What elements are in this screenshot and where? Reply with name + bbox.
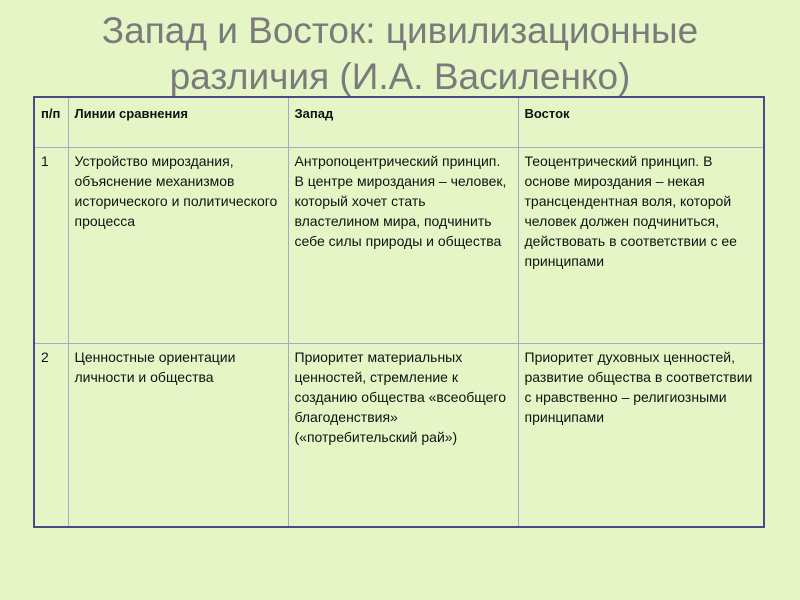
cell-west: Приоритет материальных ценностей, стремление к созданию общества «всеобщего благоденствия» («потребительский рай») (288, 343, 518, 527)
header-criteria: Линии сравнения (68, 97, 288, 147)
slide-title (0, 8, 800, 100)
header-num: п/п (34, 97, 68, 147)
table-row (34, 147, 764, 343)
cell-num: 2 (34, 343, 68, 527)
table-row (34, 343, 764, 527)
title-line-2: различия (И.А. Василенко) (169, 56, 631, 97)
header-west: Запад (288, 97, 518, 147)
comparison-table (33, 96, 765, 528)
title-line-1: Запад и Восток: цивилизационные (101, 10, 699, 51)
cell-east: Приоритет духовных ценностей, развитие общества в соответствии с нравственно – религиозными принципами (518, 343, 764, 527)
cell-west: Антропоцентрический принцип. В центре мироздания – человек, который хочет стать властелином мира, подчинить себе силы природы и общества (288, 147, 518, 343)
cell-criteria: Ценностные ориентации личности и общества (68, 343, 288, 527)
cell-criteria: Устройство мироздания, объяснение механизмов исторического и политического процесса (68, 147, 288, 343)
cell-num: 1 (34, 147, 68, 343)
table-header-row (34, 97, 764, 147)
header-east: Восток (518, 97, 764, 147)
cell-east: Теоцентрический принцип. В основе мироздания – некая трансцендентная воля, которой человек должен подчиниться, действовать в соответствии с ее принципами (518, 147, 764, 343)
